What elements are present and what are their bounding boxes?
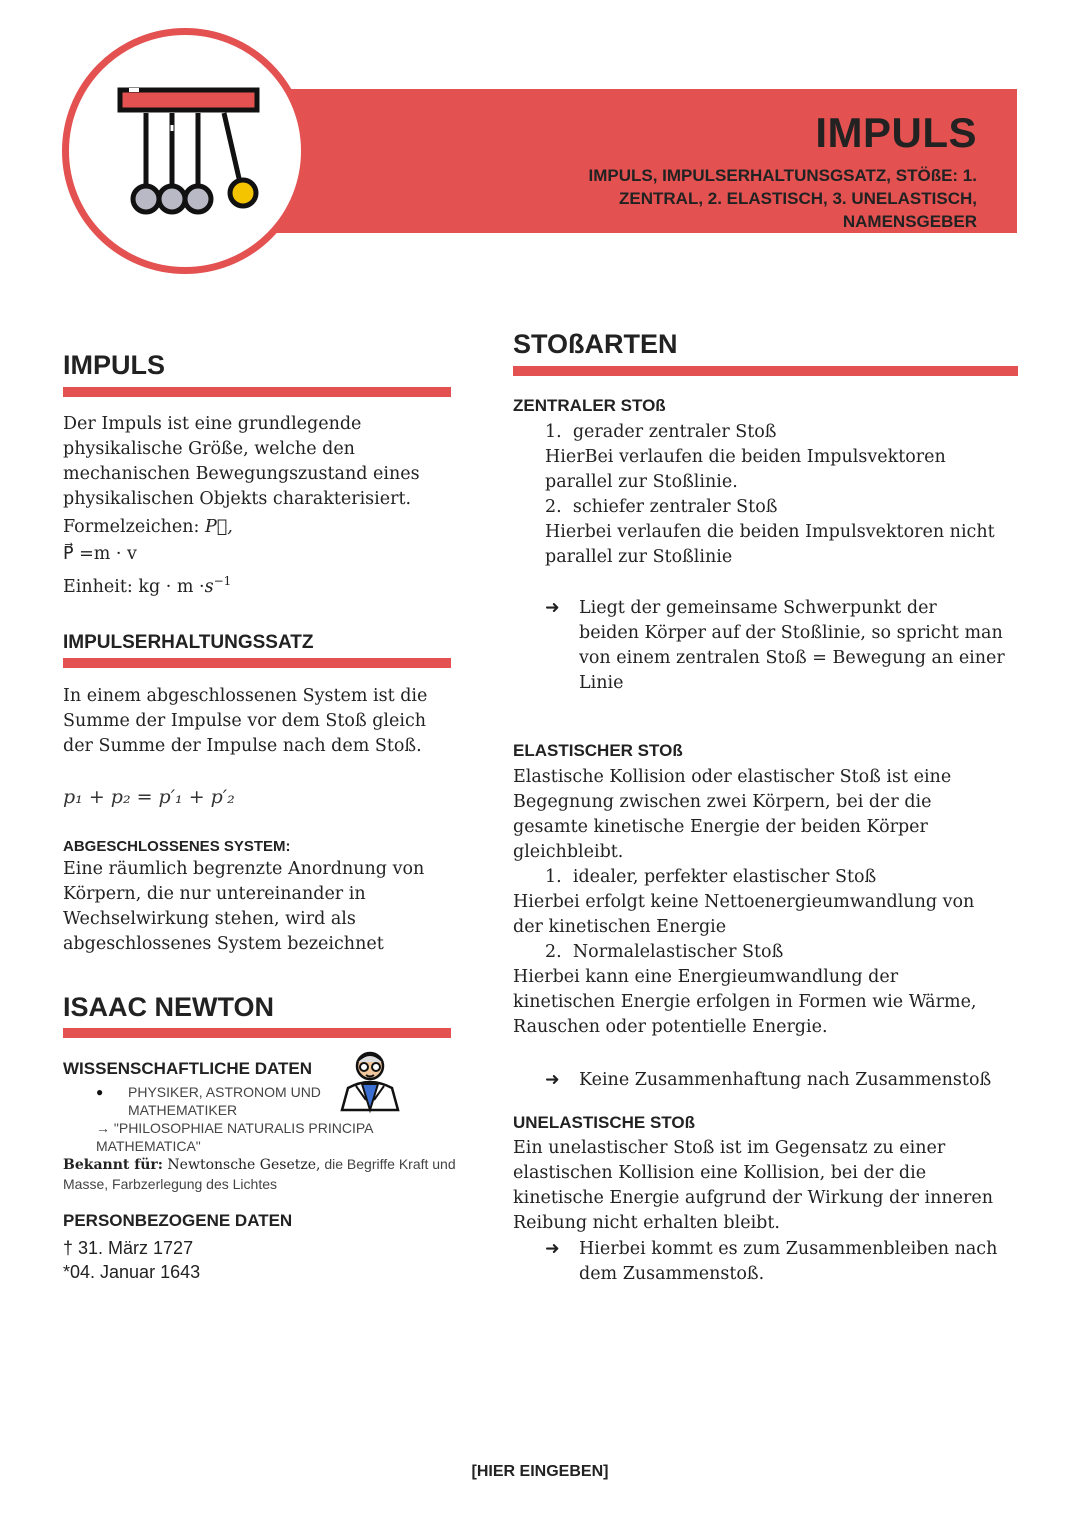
text-line: Eine räumlich begrenzte Anordnung von <box>63 859 425 879</box>
list-item <box>545 495 1025 520</box>
text-line: Reibung nicht erhalten bleibt. <box>513 1213 780 1233</box>
footer-placeholder[interactable]: [HIER EINGEBEN] <box>471 1463 609 1480</box>
unelastisch-arrow-note <box>545 1237 1025 1287</box>
text-line: parallel zur Stoßlinie <box>545 547 733 567</box>
formula-symbol-line <box>63 515 463 540</box>
list-item-label: idealer, perfekter elastischer Stoß <box>572 867 877 887</box>
list-item <box>513 940 1023 965</box>
text-line: beiden Körper auf der Stoßlinie, so spricht man <box>579 623 1003 643</box>
known-rest: die Begriffe Kraft und <box>320 1156 456 1172</box>
elastisch-arrow-note <box>545 1068 1025 1093</box>
stossarten-divider <box>513 366 1018 376</box>
text-line: kinetischen Energie erfolgen in Formen wie Wärme, <box>513 992 977 1012</box>
erhaltung-divider <box>63 658 451 668</box>
known-line-2: Masse, Farbzerlegung des Lichtes <box>63 1176 277 1192</box>
text-line: physikalischen Objekts charakterisiert. <box>63 489 412 509</box>
unit-line <box>63 569 463 600</box>
zentral-arrow-note <box>545 596 1025 696</box>
text-line: physikalische Größe, welche den <box>63 439 355 459</box>
text-line: gleichbleibt. <box>513 842 624 862</box>
page-subtitle: IMPULS, IMPULSERHALTUNSGSATZ, STÖßE: 1. ZENTRAL, 2. ELASTISCH, 3. UNELASTISCH, NAMENSGEBER <box>588 166 977 231</box>
arrow-icon: ➜ <box>545 1239 560 1259</box>
list-item <box>545 420 1025 445</box>
bullet-item: PHYSIKER, ASTRONOM UND <box>128 1084 321 1100</box>
logo-circle <box>62 28 308 274</box>
formula: P⃗ =m · v <box>63 544 137 564</box>
elastisch-heading: ELASTISCHER STOß <box>513 741 683 760</box>
list-item-label: gerader zentraler Stoß <box>572 422 777 442</box>
birth-date: *04. Januar 1643 <box>63 1262 201 1282</box>
text-line: Begegnung zwischen zwei Körpern, bei der die <box>513 792 932 812</box>
unelastisch-block <box>513 1136 1023 1236</box>
erhaltung-text <box>63 684 463 759</box>
death-date: † 31. März 1727 <box>63 1238 194 1258</box>
list-number: 2. <box>545 497 562 517</box>
text-line: parallel zur Stoßlinie. <box>545 472 738 492</box>
list-number: 2. <box>545 942 562 962</box>
principia-line: MATHEMATICA" <box>96 1138 201 1154</box>
text-line: HierBei verlaufen die beiden Impulsvektoren <box>545 447 946 467</box>
unelastisch-heading: UNELASTISCHE STOß <box>513 1113 695 1132</box>
erhaltung-heading: IMPULSERHALTUNGSSATZ <box>63 632 314 653</box>
known-laws: Newtonsche Gesetze, <box>162 1157 321 1173</box>
text-line: Summe der Impulse vor dem Stoß gleich <box>63 711 427 731</box>
text-line: Rauschen oder potentielle Energie. <box>513 1017 828 1037</box>
impuls-divider <box>63 387 451 397</box>
text-line: Hierbei erfolgt keine Nettoenergieumwandlung von <box>513 892 975 912</box>
unit-exponent: −1 <box>213 574 232 588</box>
person-data-heading: PERSONBEZOGENE DATEN <box>63 1211 293 1230</box>
text-line: Hierbei verlaufen die beiden Impulsvektoren nicht <box>545 522 995 542</box>
arrow-icon: ➜ <box>545 598 560 618</box>
impuls-heading: IMPULS <box>63 350 166 380</box>
known-label: Bekannt für: <box>63 1157 163 1173</box>
arrow-icon: ➜ <box>545 1070 560 1090</box>
list-item-label: Normalelastischer Stoß <box>572 942 784 962</box>
list-number: 1. <box>545 422 562 442</box>
known-for <box>63 1155 456 1193</box>
person-data <box>63 1236 200 1284</box>
text-line: gesamte kinetische Energie der beiden Körper <box>513 817 928 837</box>
text-line: Hierbei kann eine Energieumwandlung der <box>513 967 899 987</box>
text-line: In einem abgeschlossenen System ist die <box>63 686 428 706</box>
text-line: mechanischen Bewegungszustand eines <box>63 464 420 484</box>
list-item-label: schiefer zentraler Stoß <box>572 497 778 517</box>
zentral-block <box>545 420 1025 570</box>
text-line: abgeschlossenes System bezeichnet <box>63 934 384 954</box>
text-line: Wechselwirkung stehen, wird als <box>63 909 356 929</box>
zentral-heading: ZENTRALER STOß <box>513 396 666 415</box>
text-line: Liegt der gemeinsame Schwerpunkt der <box>579 598 937 618</box>
newtons-cradle-icon <box>69 35 301 267</box>
header-banner <box>255 89 1017 233</box>
text-line: Ein unelastischer Stoß ist im Gegensatz zu einer <box>513 1138 946 1158</box>
text-line: Der Impuls ist eine grundlegende <box>63 414 362 434</box>
system-block <box>63 838 463 957</box>
formula-symbol: P⃗, <box>204 517 233 537</box>
elastisch-block <box>513 765 1023 1040</box>
unit-label: Einheit: kg · m · <box>63 576 205 597</box>
unit-s: s <box>204 576 214 597</box>
text-line: Hierbei kommt es zum Zusammenbleiben nach <box>579 1239 998 1259</box>
principia-line: → "PHILOSOPHIAE NATURALIS PRINCIPA <box>96 1120 374 1136</box>
text-line: Linie <box>579 673 624 693</box>
newton-divider <box>63 1028 451 1038</box>
impulse-equation: p₁ + p₂ = p′₁ + p′₂ <box>63 786 235 808</box>
page-title: IMPULS <box>815 109 977 156</box>
impuls-definition <box>63 412 463 600</box>
bullet-list: ● PHYSIKER, ASTRONOM UND MATHEMATIKER → "PHILOSOPHIAE NATURALIS PRINCIPA MATHEMATICA" <box>96 1084 374 1154</box>
stossarten-heading: STOßARTEN <box>513 329 678 359</box>
text-line: von einem zentralen Stoß = Bewegung an einer <box>579 648 1005 668</box>
text-line: dem Zusammenstoß. <box>579 1264 765 1284</box>
sci-data-heading: WISSENSCHAFTLICHE DATEN <box>63 1059 313 1078</box>
system-heading: ABGESCHLOSSENES SYSTEM: <box>63 838 291 855</box>
newton-heading: ISAAC NEWTON <box>63 992 275 1022</box>
text-line: der kinetischen Energie <box>513 917 727 937</box>
formula-symbol-label: Formelzeichen: <box>63 517 205 537</box>
list-number: 1. <box>545 867 562 887</box>
text-line: der Summe der Impulse nach dem Stoß. <box>63 736 422 756</box>
list-item <box>513 865 1023 890</box>
text-line: kinetische Energie aufgrund der Wirkung der inneren <box>513 1188 993 1208</box>
text-line: Elastische Kollision oder elastischer Stoß ist eine <box>513 767 952 787</box>
text-line: Körpern, die nur untereinander in <box>63 884 366 904</box>
text-line: elastischen Kollision eine Kollision, bei der die <box>513 1163 927 1183</box>
bullet-item: MATHEMATIKER <box>128 1102 238 1118</box>
text-line: Keine Zusammenhaftung nach Zusammenstoß <box>579 1070 992 1090</box>
